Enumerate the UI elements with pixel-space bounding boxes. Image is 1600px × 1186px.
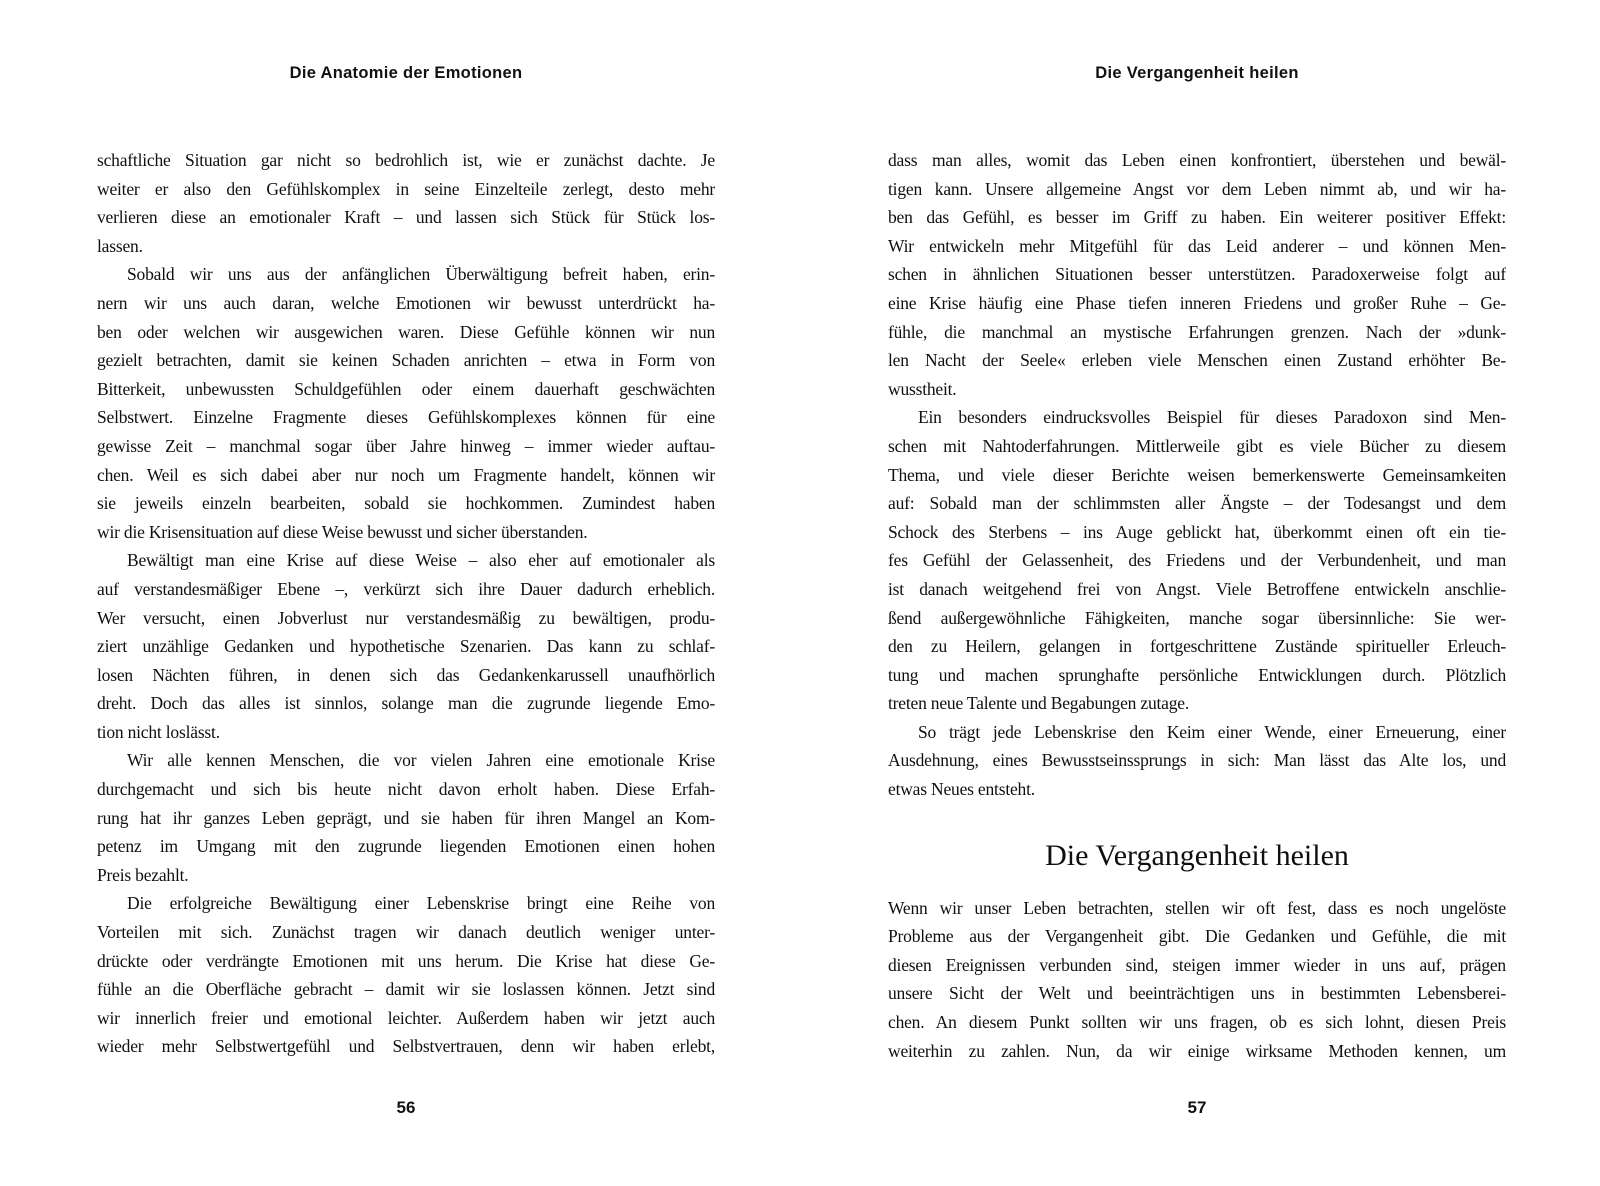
- text-line: sie jeweils einzeln bearbeiten, sobald sie hochkommen. Zumindest haben: [97, 493, 715, 514]
- text-line: losen Nächten führen, in denen sich das Gedankenkarussell unaufhörlich: [97, 664, 715, 685]
- text-line: Preis bezahlt.: [97, 864, 189, 885]
- page-body-right: [888, 146, 1506, 1065]
- text-line: tion nicht loslässt.: [97, 721, 220, 742]
- page-number-right: 57: [1187, 1098, 1207, 1117]
- page-right: [888, 0, 1506, 1186]
- paragraph: [97, 889, 715, 1061]
- text-line: lassen.: [97, 235, 143, 256]
- text-line: Bewältigt man eine Krise auf diese Weise – also eher auf emotionaler als: [127, 550, 715, 571]
- text-line: ßend außergewöhnliche Fähigkeiten, manche sogar übersinnliche: Sie wer-: [888, 607, 1506, 628]
- text-line: ben oder welchen wir ausgewichen waren. Diese Gefühle können wir nun: [97, 321, 715, 342]
- text-line: dreht. Doch das alles ist sinnlos, solange man die zugrunde liegende Emo-: [97, 693, 715, 714]
- paragraph: [888, 403, 1506, 718]
- text-line: weiterhin zu zahlen. Nun, da wir einige wirksame Methoden kennen, um: [888, 1040, 1506, 1061]
- text-line: eine Krise häufig eine Phase tiefen inneren Friedens und großer Ruhe – Ge-: [888, 292, 1506, 313]
- text-line: len Nacht der Seele« erleben viele Menschen einen Zustand erhöhter Be-: [888, 350, 1506, 371]
- text-line: chen. Weil es sich dabei aber nur noch um Fragmente handelt, können wir: [97, 464, 715, 485]
- text-line: So trägt jede Lebenskrise den Keim einer Wende, einer Erneuerung, einer: [918, 721, 1506, 742]
- text-line: Probleme aus der Vergangenheit gibt. Die Gedanken und Gefühle, die mit: [888, 926, 1506, 947]
- page-number-left: 56: [396, 1098, 416, 1117]
- paragraph: [888, 146, 1506, 403]
- text-line: Selbstwert. Einzelne Fragmente dieses Gefühlskomplexes können für eine: [97, 407, 715, 428]
- text-line: fes Gefühl der Gelassenheit, des Friedens und der Verbundenheit, und man: [888, 550, 1506, 571]
- text-line: den zu Heilern, gelangen in fortgeschrittene Zustände spiritueller Erleuch-: [888, 636, 1506, 657]
- text-line: treten neue Talente und Begabungen zutage.: [888, 693, 1190, 714]
- text-line: chen. An diesem Punkt sollten wir uns fragen, ob es sich lohnt, diesen Preis: [888, 1012, 1506, 1033]
- text-line: wir innerlich freier und emotional leichter. Außerdem haben wir jetzt auch: [97, 1007, 715, 1028]
- text-line: fühle an die Oberfläche gebracht – damit wir sie loslassen können. Jetzt sind: [97, 979, 715, 1000]
- page-body-left: [97, 146, 715, 1061]
- text-line: Die erfolgreiche Bewältigung einer Lebenskrise bringt eine Reihe von: [127, 893, 715, 914]
- text-line: tigen kann. Unsere allgemeine Angst vor dem Leben nimmt ab, und wir ha-: [888, 178, 1506, 199]
- text-line: Ein besonders eindrucksvolles Beispiel für dieses Paradoxon sind Men-: [918, 407, 1506, 428]
- text-line: weiter er also den Gefühlskomplex in seine Einzelteile zerlegt, desto mehr: [97, 178, 715, 199]
- running-head-right: Die Vergangenheit heilen: [1095, 64, 1299, 82]
- text-line: Thema, und viele dieser Berichte weisen bemerkenswerte Gemeinsamkeiten: [888, 464, 1506, 485]
- text-line: gezielt betrachten, damit sie keinen Schaden anrichten – etwa in Form von: [97, 350, 715, 371]
- text-line: dass man alles, womit das Leben einen konfrontiert, überstehen und bewäl-: [888, 150, 1506, 170]
- text-line: rung hat ihr ganzes Leben geprägt, und sie haben für ihren Mangel an Kom-: [97, 807, 715, 828]
- page-left: [97, 0, 715, 1186]
- text-line: ben das Gefühl, es besser im Griff zu haben. Ein weiterer positiver Effekt:: [888, 207, 1506, 228]
- paragraph: [888, 894, 1506, 1066]
- text-line: fühle, die manchmal an mystische Erfahrungen grenzen. Nach der »dunk-: [888, 321, 1506, 342]
- text-line: Bitterkeit, unbewussten Schuldgefühlen oder einem dauerhaft geschwächten: [97, 378, 715, 399]
- text-line: auf: Sobald man der schlimmsten aller Ängste – der Todesangst und dem: [888, 493, 1506, 514]
- text-line: Wenn wir unser Leben betrachten, stellen wir oft fest, dass es noch ungelöste: [888, 897, 1506, 918]
- text-line: diesen Ereignissen verbunden sind, steigen immer wieder in uns auf, prägen: [888, 954, 1506, 975]
- text-line: drückte oder verdrängte Emotionen mit uns herum. Die Krise hat diese Ge-: [97, 950, 715, 971]
- text-line: unsere Sicht der Welt und beeinträchtigen uns in bestimmten Lebensberei-: [888, 983, 1506, 1004]
- text-line: verlieren diese an emotionaler Kraft – und lassen sich Stück für Stück los-: [97, 207, 715, 228]
- running-head-left: Die Anatomie der Emotionen: [289, 64, 523, 82]
- text-line: Wir entwickeln mehr Mitgefühl für das Leid anderer – und können Men-: [888, 235, 1506, 256]
- text-line: Wir alle kennen Menschen, die vor vielen Jahren eine emotionale Krise: [127, 750, 715, 771]
- text-line: Ausdehnung, eines Bewusstseinssprungs in sich: Man lässt das Alte los, und: [888, 750, 1506, 771]
- text-line: wusstheit.: [888, 378, 957, 399]
- text-line: Schock des Sterbens – ins Auge geblickt hat, überkommt einen oft ein tie-: [888, 521, 1506, 542]
- text-line: Sobald wir uns aus der anfänglichen Überwältigung befreit haben, erin-: [127, 264, 715, 285]
- text-line: auf verstandesmäßiger Ebene –, verkürzt sich ihre Dauer dadurch erheblich.: [97, 578, 715, 599]
- text-line: durchgemacht und sich bis heute nicht davon erholt haben. Diese Erfah-: [97, 779, 715, 800]
- text-line: ist danach weitgehend frei von Angst. Viele Betroffene entwickeln anschlie-: [888, 578, 1506, 599]
- text-line: nern wir uns auch daran, welche Emotionen wir bewusst unterdrückt ha-: [97, 292, 715, 313]
- paragraph: [97, 260, 715, 546]
- text-line: schen in ähnlichen Situationen besser unterstützen. Paradoxerweise folgt auf: [888, 264, 1506, 285]
- chapter-heading: Die Vergangenheit heilen: [1045, 838, 1349, 872]
- text-line: gewisse Zeit – manchmal sogar über Jahre hinweg – immer wieder auftau-: [97, 435, 715, 456]
- paragraph: [97, 746, 715, 889]
- text-line: tung und machen sprunghafte persönliche Entwicklungen durch. Plötzlich: [888, 664, 1506, 685]
- text-line: ziert unzählige Gedanken und hypothetische Szenarien. Das kann zu schlaf-: [97, 636, 715, 657]
- paragraph: [97, 146, 715, 260]
- text-line: Wer versucht, einen Jobverlust nur verstandesmäßig zu bewältigen, produ-: [97, 607, 715, 628]
- text-line: etwas Neues entsteht.: [888, 779, 1035, 800]
- text-line: wir die Krisensituation auf diese Weise bewusst und sicher überstanden.: [97, 521, 588, 542]
- text-line: Vorteilen mit sich. Zunächst tragen wir danach deutlich weniger unter-: [97, 922, 715, 943]
- text-line: petenz im Umgang mit den zugrunde liegenden Emotionen einen hohen: [97, 836, 715, 857]
- text-line: schaftliche Situation gar nicht so bedrohlich ist, wie er zunächst dachte. Je: [97, 150, 715, 170]
- paragraph: [888, 718, 1506, 804]
- text-line: schen mit Nahtoderfahrungen. Mittlerweile gibt es viele Bücher zu diesem: [888, 435, 1506, 456]
- paragraph: [97, 546, 715, 746]
- text-line: wieder mehr Selbstwertgefühl und Selbstvertrauen, denn wir haben erlebt,: [97, 1036, 715, 1057]
